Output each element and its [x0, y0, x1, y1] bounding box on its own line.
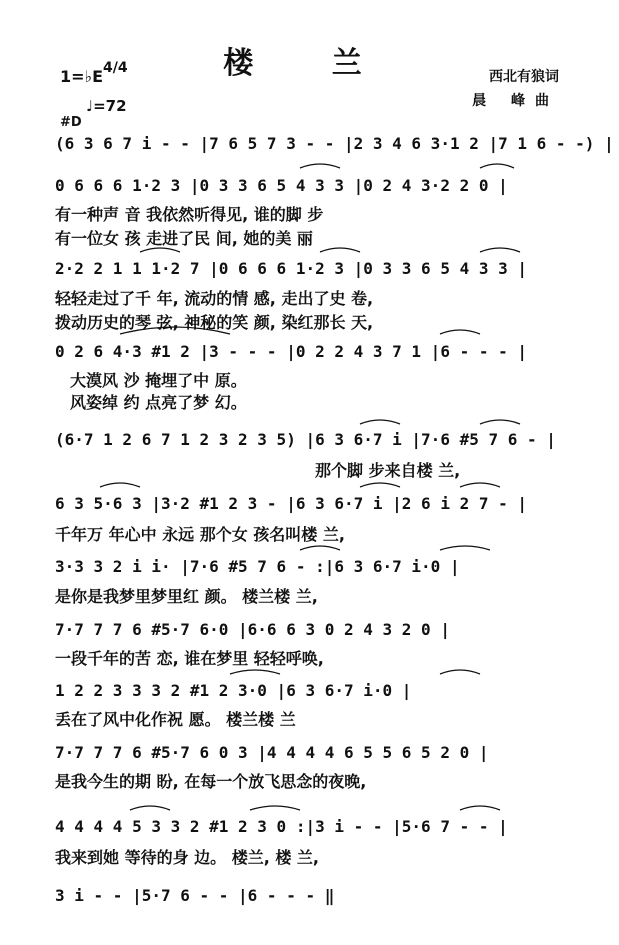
score-line-8: 7·7 7 7 6 #5·7 6·0 |6·6 6 3 0 2 4 3 2 0 |: [55, 620, 450, 639]
score-line-7: 3·3 3 2 i i· |7·6 #5 7 6 - :|6 3 6·7 i·0 |: [55, 557, 460, 576]
lyric-line-2a: 有一种声 音 我依然听得见, 谁的脚 步: [55, 205, 324, 224]
score-line-9: 1 2 2 3 3 3 2 #1 2 3·0 |6 3 6·7 i·0 |: [55, 681, 412, 700]
score-line-12: 3 i - - |5·7 6 - - |6 - - - ‖: [55, 886, 335, 905]
lyric-line-2b: 有一位女 孩 走进了民 间, 她的美 丽: [55, 229, 313, 248]
lyric-line-5: 那个脚 步来自楼 兰,: [315, 461, 461, 480]
score-line-1: (6 3 6 7 i - - |7 6 5 7 3 - - |2 3 4 6 3·1 2 |7 1 6 - -) |: [55, 134, 614, 153]
lyric-line-8: 一段千年的苦 恋, 谁在梦里 轻轻呼唤,: [55, 649, 324, 668]
score-line-6: 6 3 5·6 3 |3·2 #1 2 3 - |6 3 6·7 i |2 6 i 2 7 - |: [55, 494, 528, 513]
lyric-line-9: 丢在了风中化作祝 愿。 楼兰楼 兰: [55, 710, 296, 729]
lyric-line-10: 是我今生的期 盼, 在每一个放飞思念的夜晚,: [55, 772, 367, 791]
score-line-11: 4 4 4 4 5 3 3 2 #1 2 3 0 :|3 i - - |5·6 7 - - |: [55, 817, 508, 836]
lyricist-credit: 西北有狼词: [489, 69, 559, 85]
score-line-5: (6·7 1 2 6 7 1 2 3 2 3 5) |6 3 6·7 i |7·6 #5 7 6 - |: [55, 430, 556, 449]
time-signature: 4/4: [103, 60, 128, 76]
score-line-4: 0 2 6 4·3 #1 2 |3 - - - |0 2 2 4 3 7 1 |6 - - - |: [55, 342, 528, 361]
score-line-10: 7·7 7 7 6 #5·7 6 0 3 |4 4 4 4 6 5 5 6 5 2 0 |: [55, 743, 489, 762]
lyric-line-11: 我来到她 等待的身 边。 楼兰, 楼 兰,: [55, 848, 320, 867]
lyric-line-7: 是你是我梦里梦里红 颜。 楼兰楼 兰,: [55, 587, 318, 606]
score-line-2: 0 6 6 6 1·2 3 |0 3 3 6 5 4 3 3 |0 2 4 3·2 2 0 |: [55, 176, 508, 195]
lyric-line-3a: 轻轻走过了千 年, 流动的情 感, 走出了史 卷,: [55, 289, 374, 308]
score-line-3: 2·2 2 1 1 1·2 7 |0 6 6 6 1·2 3 |0 3 3 6 5 4 3 3 |: [55, 259, 528, 278]
tempo-marking: ♩=72: [86, 97, 127, 115]
lyric-line-3b: 拨动历史的琴 弦, 神秘的笑 颜, 染红那长 天,: [55, 313, 374, 332]
key-note: #D: [60, 115, 82, 130]
lyric-line-6: 千年万 年心中 永远 那个女 孩名叫楼 兰,: [55, 525, 345, 544]
lyric-line-4a: 大漠风 沙 掩埋了中 原。: [70, 371, 247, 390]
lyric-line-4b: 风姿绰 约 点亮了梦 幻。: [70, 393, 247, 412]
composer-credit: 晨 峰曲: [472, 93, 559, 109]
key-signature: 1=♭E: [60, 67, 104, 86]
song-title: 楼 兰: [223, 46, 396, 81]
